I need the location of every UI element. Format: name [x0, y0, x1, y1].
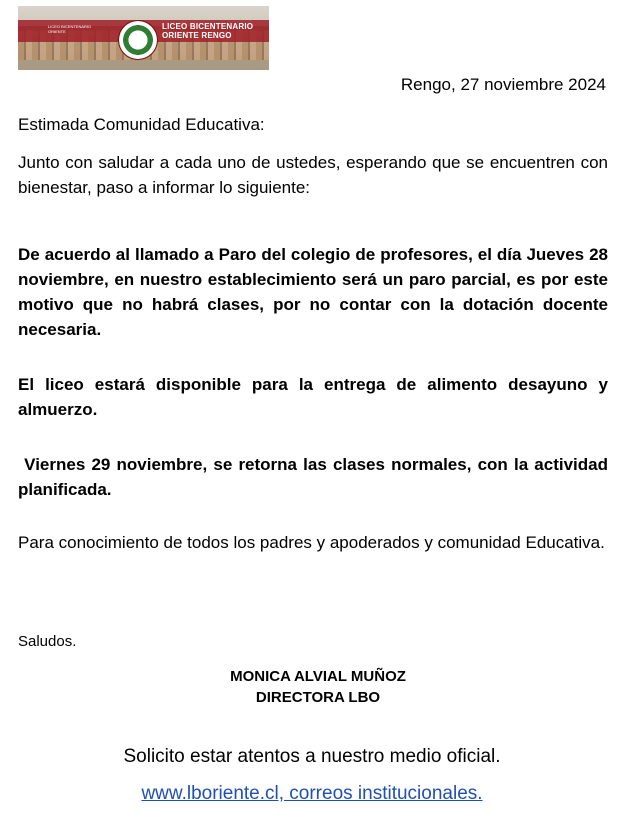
institution-name-line2: ORIENTE RENGO [162, 31, 232, 40]
closing-salutation: Saludos. [18, 633, 77, 650]
institution-name-line1: LICEO BICENTENARIO [162, 22, 254, 31]
paragraph-intro: Junto con saludar a cada uno de ustedes, esperando que se encuentren con bienestar, paso a informar lo siguiente: [18, 153, 608, 197]
ground [18, 60, 269, 70]
institution-name [162, 22, 253, 40]
official-channel-notice: Solicito estar atentos a nuestro medio oficial. [123, 746, 501, 767]
paragraph-return-classes: Viernes 29 noviembre, se retorna las clases normales, con la actividad planificada. [18, 455, 613, 499]
paragraph-closing-info: Para conocimiento de todos los padres y apoderados y comunidad Educativa. [18, 533, 605, 552]
signer-name: MONICA ALVIAL MUÑOZ [230, 668, 406, 685]
school-seal-icon [118, 20, 158, 60]
letter-date: Rengo, 27 noviembre 2024 [400, 75, 606, 94]
signature-block [0, 666, 636, 708]
signer-title: DIRECTORA LBO [255, 689, 381, 706]
official-links[interactable]: www.lboriente.cl, correos institucionales. [141, 783, 483, 804]
paragraph-strike-notice: De acuerdo al llamado a Paro del colegio de profesores, el día Jueves 28 noviembre, en nuestro establecimiento será un paro parcial, es por este motivo que no habrá clases, por no contar con la dotación docente necesaria. [18, 245, 608, 339]
letter-greeting: Estimada Comunidad Educativa: [18, 115, 265, 134]
paragraph-food-service: El liceo estará disponible para la entrega de alimento desayuno y almuerzo. [18, 375, 608, 419]
school-header-banner [18, 6, 269, 70]
logo-small-text: LICEO BICENTENARIO ORIENTE [48, 24, 92, 34]
